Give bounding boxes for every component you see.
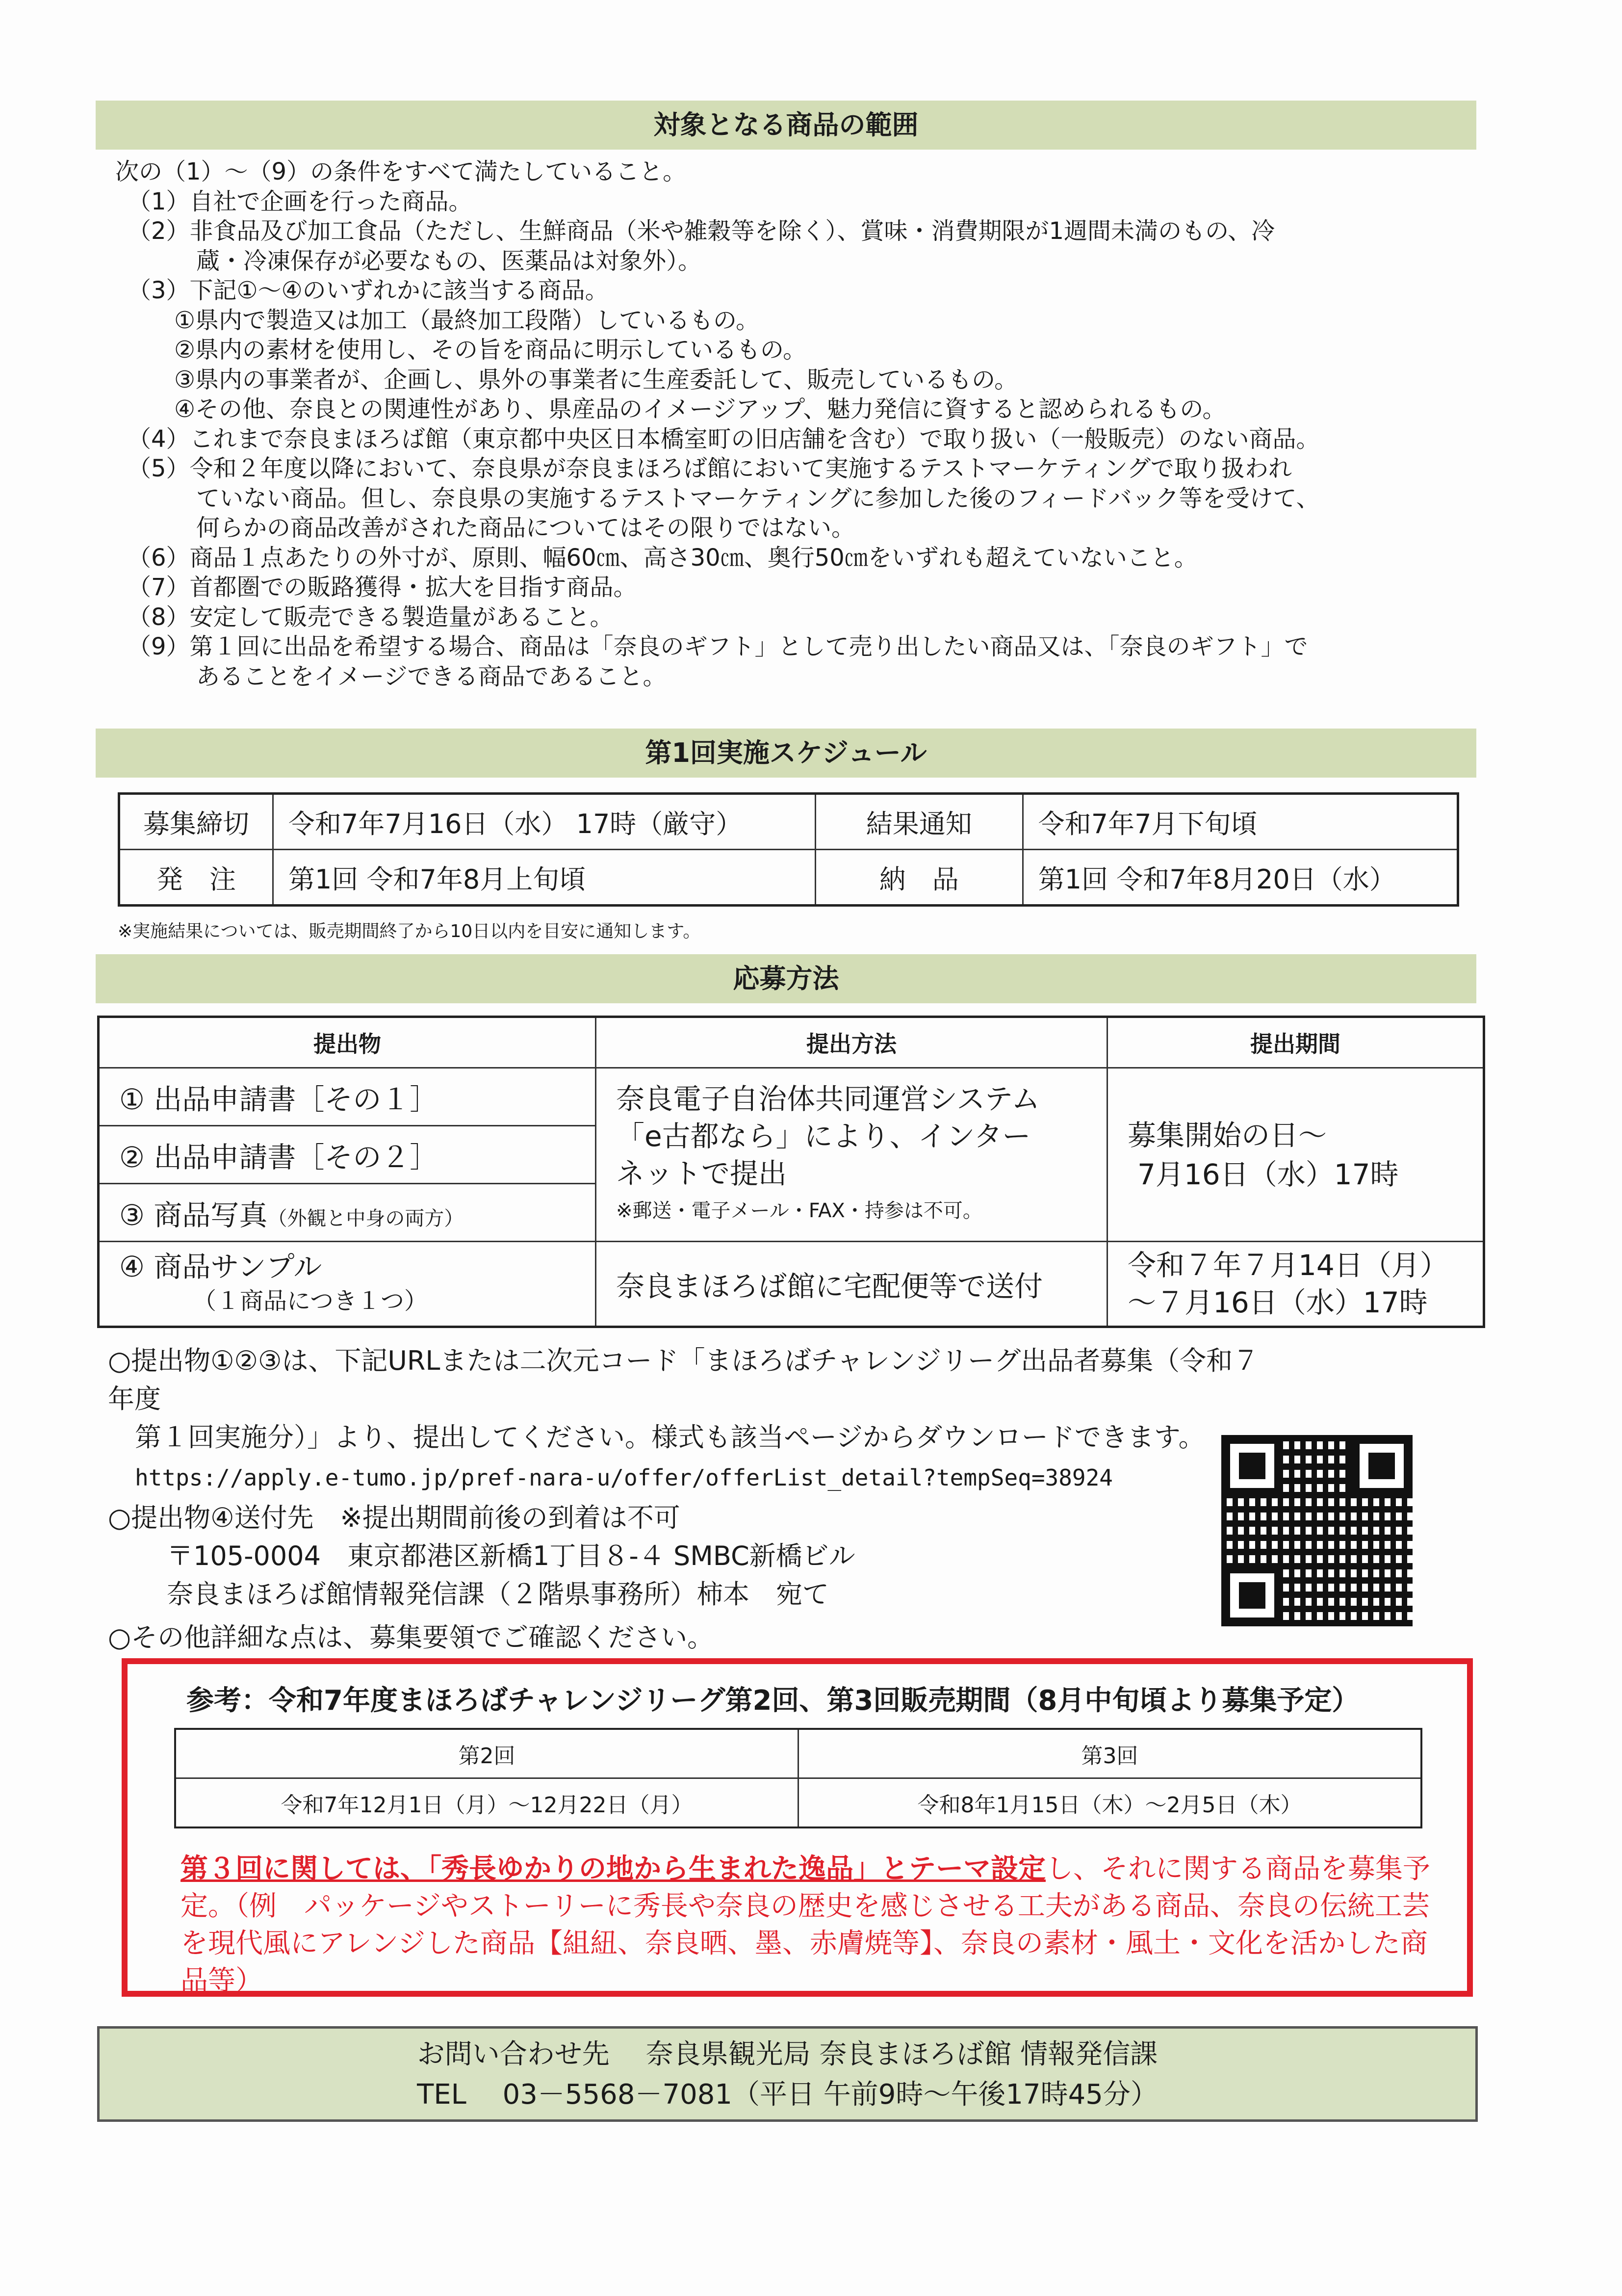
period-online-line1: 募集開始の日～ — [1128, 1118, 1327, 1152]
round2-period: 令和7年12月1日（月）～12月22日（月） — [175, 1778, 798, 1828]
method-delivery: 奈良まほろば館に宅配便等で送付 — [596, 1242, 1107, 1327]
section-scope-heading: 対象となる商品の範囲 — [96, 101, 1476, 150]
qr-finder-top-right — [1351, 1435, 1413, 1497]
condition-3-4: ④その他、奈良との関連性があり、県産品のイメージアップ、魅力発信に資すると認められるもの。 — [174, 395, 1226, 423]
conditions-list — [115, 157, 1469, 691]
application-table — [97, 1016, 1485, 1328]
info-line3: ○提出物④送付先 ※提出期間前後の到着は不可 — [108, 1502, 680, 1533]
submission-item-4-note: （１商品につき１つ） — [193, 1287, 428, 1315]
condition-5: （5）令和２年度以降において、奈良県が奈良まほろば館において実施するテストマーケティングで取り扱われ — [128, 455, 1292, 482]
order-label: 発 注 — [119, 850, 273, 906]
period-sample — [1107, 1242, 1484, 1327]
method-online-line1: 奈良電子自治体共同運営システム — [616, 1082, 1040, 1116]
submission-item-4-label: ④ 商品サンプル — [119, 1250, 322, 1283]
info-url[interactable]: https://apply.e-tumo.jp/pref-nara-u/offer/offerList_detail?tempSeq=38924 — [135, 1464, 1113, 1491]
result-value: 令和7年7月下旬頃 — [1023, 794, 1458, 850]
reference-table — [174, 1728, 1422, 1828]
section-schedule-heading: 第1回実施スケジュール — [96, 729, 1476, 778]
delivery-value: 第1回 令和7年8月20日（水） — [1023, 850, 1458, 906]
condition-3-1: ①県内で製造又は加工（最終加工段階）しているもの。 — [174, 306, 760, 334]
condition-5-cont2: 何らかの商品改善がされた商品についてはその限りではない。 — [196, 514, 855, 542]
info-line1: ○提出物①②③は、下記URLまたは二次元コード「まほろばチャレンジリーグ出品者募集（令和７年度 — [108, 1345, 1260, 1414]
header-method: 提出方法 — [596, 1017, 1107, 1068]
qr-code-image[interactable] — [1221, 1435, 1413, 1626]
info-line4: ○その他詳細な点は、募集要領でご確認ください。 — [108, 1622, 714, 1653]
reference-theme-rest: し、それに関する商品を募集予定。（例 パッケージやストーリーに秀長や奈良の歴史を感じさせる工夫がある商品、奈良の伝統工芸を現代風にアレンジした商品【組紐、奈良晒、墨、赤膚焼等】、奈良の素材・風土・文化を活かした商品等） — [180, 1853, 1430, 1997]
condition-3: （3）下記①～④のいずれかに該当する商品。 — [128, 277, 609, 304]
method-online-line2: 「e古都なら」により、インター — [616, 1119, 1031, 1153]
condition-1: （1）自社で企画を行った商品。 — [128, 187, 472, 215]
period-online-line2: 7月16日（水）17時 — [1137, 1157, 1399, 1191]
reference-theme-bold: 第３回に関しては、「秀長ゆかりの地から生まれた逸品」とテーマ設定 — [180, 1853, 1046, 1885]
qr-finder-bottom-left — [1221, 1565, 1283, 1626]
condition-8: （8）安定して販売できる製造量があること。 — [128, 603, 614, 631]
period-sample-line1: 令和７年７月14日（月） — [1128, 1249, 1448, 1282]
method-online-note: ※郵送・電子メール・FAX・持参は不可。 — [616, 1199, 982, 1222]
info-block — [108, 1342, 1285, 1657]
order-value: 第1回 令和7年8月上旬頃 — [273, 850, 816, 906]
submission-item-3-note: （外観と中身の両方） — [267, 1207, 464, 1230]
info-line2: 第１回実施分）」より、提出してください。様式も該当ページからダウンロードできます。 — [135, 1422, 1205, 1453]
contact-line1: お問い合わせ先 奈良県観光局 奈良まほろば館 情報発信課 — [417, 2038, 1158, 2070]
condition-5-cont: ていない商品。但し、奈良県の実施するテストマーケティングに参加した後のフィードバック等を受けて、 — [196, 484, 1320, 512]
condition-4: （4）これまで奈良まほろば館（東京都中央区日本橋室町の旧店舗を含む）で取り扱い（一般販売）のない商品。 — [128, 425, 1320, 453]
period-sample-line2: ～７月16日（水）17時 — [1128, 1286, 1428, 1319]
reference-box — [122, 1658, 1473, 1997]
round3-period: 令和8年1月15日（木）～2月5日（木） — [798, 1778, 1422, 1828]
contact-footer — [97, 2026, 1478, 2122]
delivery-label: 納 品 — [815, 850, 1023, 906]
round3-label: 第3回 — [798, 1729, 1422, 1778]
submission-item-1: ① 出品申請書［その１］ — [99, 1068, 596, 1126]
deadline-value: 令和7年7月16日（水） 17時（厳守） — [273, 794, 816, 850]
qr-finder-top-left — [1221, 1435, 1283, 1497]
condition-7: （7）首都圏での販路獲得・拡大を目指す商品。 — [128, 574, 637, 601]
submission-item-4 — [99, 1242, 596, 1327]
condition-9: （9）第１回に出品を希望する場合、商品は「奈良のギフト」として売り出したい商品又は、「奈良のギフト」で — [128, 633, 1308, 660]
conditions-intro: 次の（1）～（9）の条件をすべて満たしていること。 — [115, 158, 687, 185]
condition-3-3: ③県内の事業者が、企画し、県外の事業者に生産委託して、販売しているもの。 — [174, 365, 1018, 393]
deadline-label: 募集締切 — [119, 794, 273, 850]
condition-2-cont: 蔵・冷凍保存が必要なもの、医薬品は対象外）。 — [196, 247, 702, 275]
submission-item-3 — [99, 1184, 596, 1242]
method-online-line3: ネットで提出 — [616, 1156, 787, 1190]
submission-item-2: ② 出品申請書［その２］ — [99, 1126, 596, 1184]
info-address: 〒105-0004 東京都港区新橋1丁目８-４ SMBC新橋ビル — [167, 1540, 855, 1571]
round2-label: 第2回 — [175, 1729, 798, 1778]
submission-item-3-label: ③ 商品写真 — [119, 1198, 268, 1232]
schedule-note: ※実施結果については、販売期間終了から10日以内を目安に通知します。 — [118, 921, 701, 941]
condition-2: （2）非食品及び加工食品（ただし、生鮮商品（米や雑穀等を除く）、賞味・消費期限が1週間未満のもの、冷 — [128, 217, 1275, 245]
reference-theme — [180, 1851, 1451, 2000]
method-online — [596, 1068, 1107, 1242]
condition-3-2: ②県内の素材を使用し、その旨を商品に明示しているもの。 — [174, 336, 807, 364]
schedule-table — [118, 792, 1459, 907]
header-period: 提出期間 — [1107, 1017, 1484, 1068]
contact-line2: TEL 03－5568－7081（平日 午前9時～午後17時45分） — [417, 2079, 1158, 2111]
condition-6: （6）商品１点あたりの外寸が、原則、幅60㎝、高さ30㎝、奥行50㎝をいずれも超えていないこと。 — [128, 544, 1198, 572]
section-application-heading: 応募方法 — [96, 954, 1476, 1003]
reference-title: 参考：令和7年度まほろばチャレンジリーグ第2回、第3回販売期間（8月中旬頃より募集予定） — [186, 1685, 1360, 1717]
condition-9-cont: あることをイメージできる商品であること。 — [196, 662, 667, 690]
header-submission: 提出物 — [99, 1017, 596, 1068]
result-label: 結果通知 — [815, 794, 1023, 850]
info-recipient: 奈良まほろば館情報発信課（２階県事務所）柿本 宛て — [167, 1579, 829, 1610]
period-online — [1107, 1068, 1484, 1242]
